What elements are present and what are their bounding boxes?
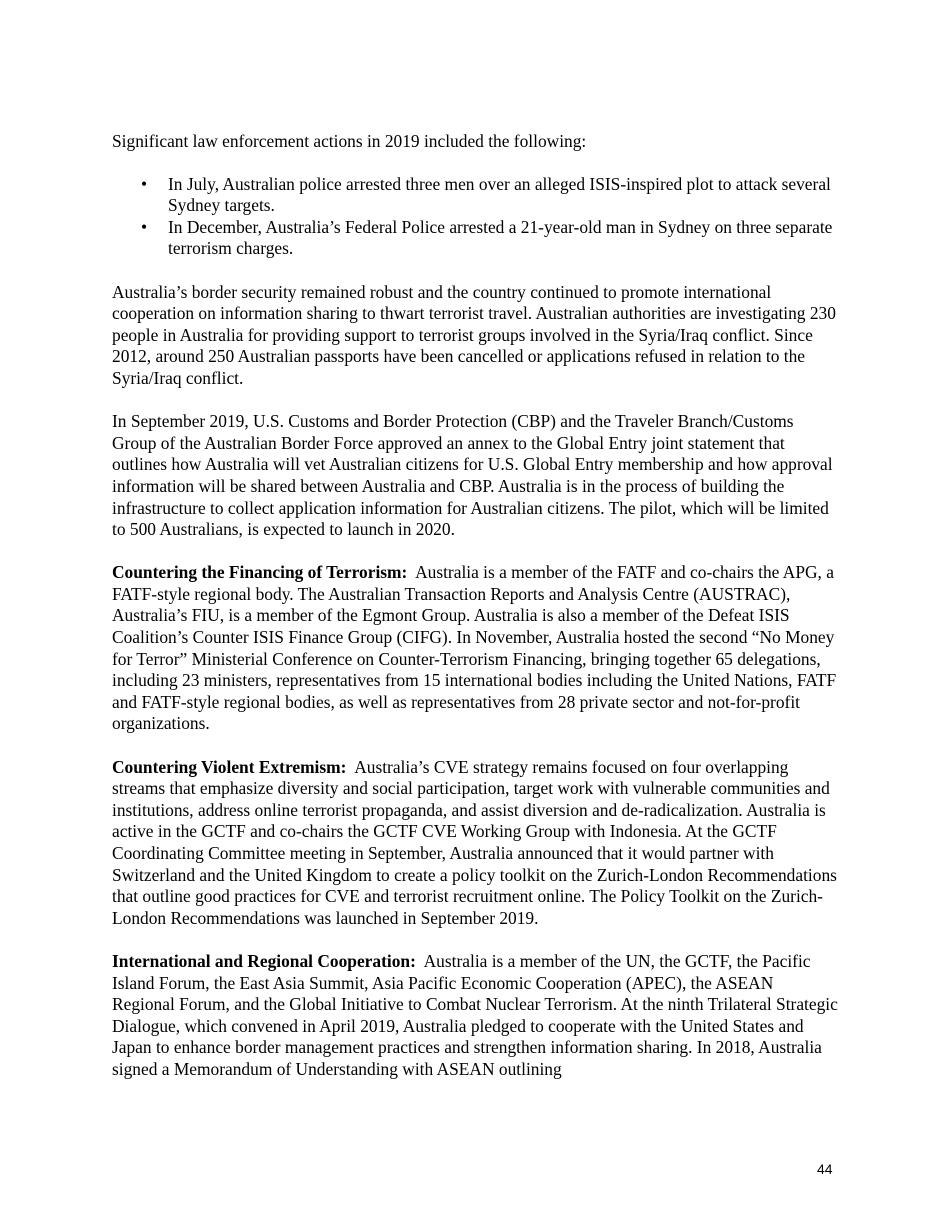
section-heading: Countering Violent Extremism: (112, 756, 347, 777)
section-body: Australia is a member of the UN, the GCTF, the Pacific Island Forum, the East Asia Summit, Asia Pacific Economic Cooperation (APEC), the ASEAN Regional Forum, and the Global Initiative to Combat Nuclear Terrorism. At the ninth Trilateral Strategic Dialogue, which convened in April 2019, Australia pledged to cooperate with the United States and Japan to enhance border management practices and strengthen information sharing. In 2018, Australia signed a Memorandum of Understanding with ASEAN outlining (112, 950, 838, 1079)
document-page (112, 131, 840, 1102)
violent-extremism-section (112, 757, 840, 930)
bullet-icon: • (141, 216, 148, 237)
section-heading: Countering the Financing of Terrorism: (112, 562, 408, 583)
global-entry-paragraph: In September 2019, U.S. Customs and Border Protection (CBP) and the Traveler Branch/Customs Group of the Australian Border Force approved an annex to the Global Entry joint statement that outlines how Australia will vet Australian citizens for U.S. Global Entry membership and how approval information will be shared between Australia and CBP. Australia is in the process of building the infrastructure to collect application information for Australian citizens. The pilot, which will be limited to 500 Australians, is expected to launch in 2020. (112, 411, 833, 540)
intro-paragraph: Significant law enforcement actions in 2019 included the following: (112, 131, 587, 151)
section-heading: International and Regional Cooperation: (112, 950, 416, 971)
section-body: Australia’s CVE strategy remains focused on four overlapping streams that emphasize diversity and social participation, target work with vulnerable communities and institutions, address online terrorist propaganda, and assist diversion and de-radicalization. Australia is active in the GCTF and co-chairs the GCTF CVE Working Group with Indonesia. At the GCTF Coordinating Committee meeting in September, Australia announced that it would partner with Switzerland and the United Kingdom to create a policy toolkit on the Zurich-London Recommendations that outline good practices for CVE and terrorist recruitment online. The Policy Toolkit on the Zurich-London Recommendations was launched in September 2019. (112, 756, 837, 928)
list-item (141, 216, 840, 260)
law-enforcement-actions-list (112, 174, 840, 260)
border-security-paragraph: Australia’s border security remained robust and the country continued to promote international cooperation on information sharing to thwart terrorist travel. Australian authorities are investigating 230 people in Australia for providing support to terrorist groups involved in the Syria/Iraq conflict. Since 2012, around 250 Australian passports have been cancelled or applications refused in relation to the Syria/Iraq conflict. (112, 281, 836, 388)
financing-terrorism-section (112, 562, 840, 735)
list-item-text: In December, Australia’s Federal Police arrested a 21-year-old man in Sydney on three separate terrorism charges. (168, 216, 833, 259)
international-cooperation-section (112, 951, 840, 1081)
page-number: 44 (817, 1161, 833, 1177)
list-item-text: In July, Australian police arrested three men over an alleged ISIS-inspired plot to attack several Sydney targets. (168, 173, 831, 216)
section-body: Australia is a member of the FATF and co-chairs the APG, a FATF-style regional body. The Australian Transaction Reports and Analysis Centre (AUSTRAC), Australia’s FIU, is a member of the Egmont Group. Australia is also a member of the Defeat ISIS Coalition’s Counter ISIS Finance Group (CIFG). In November, Australia hosted the second “No Money for Terror” Ministerial Conference on Counter-Terrorism Financing, bringing together 65 delegations, including 23 ministers, representatives from 15 international bodies including the United Nations, FATF and FATF-style regional bodies, as well as representatives from 28 private sector and not-for-profit organizations. (112, 562, 837, 734)
list-item (141, 173, 840, 217)
bullet-icon: • (141, 173, 148, 194)
